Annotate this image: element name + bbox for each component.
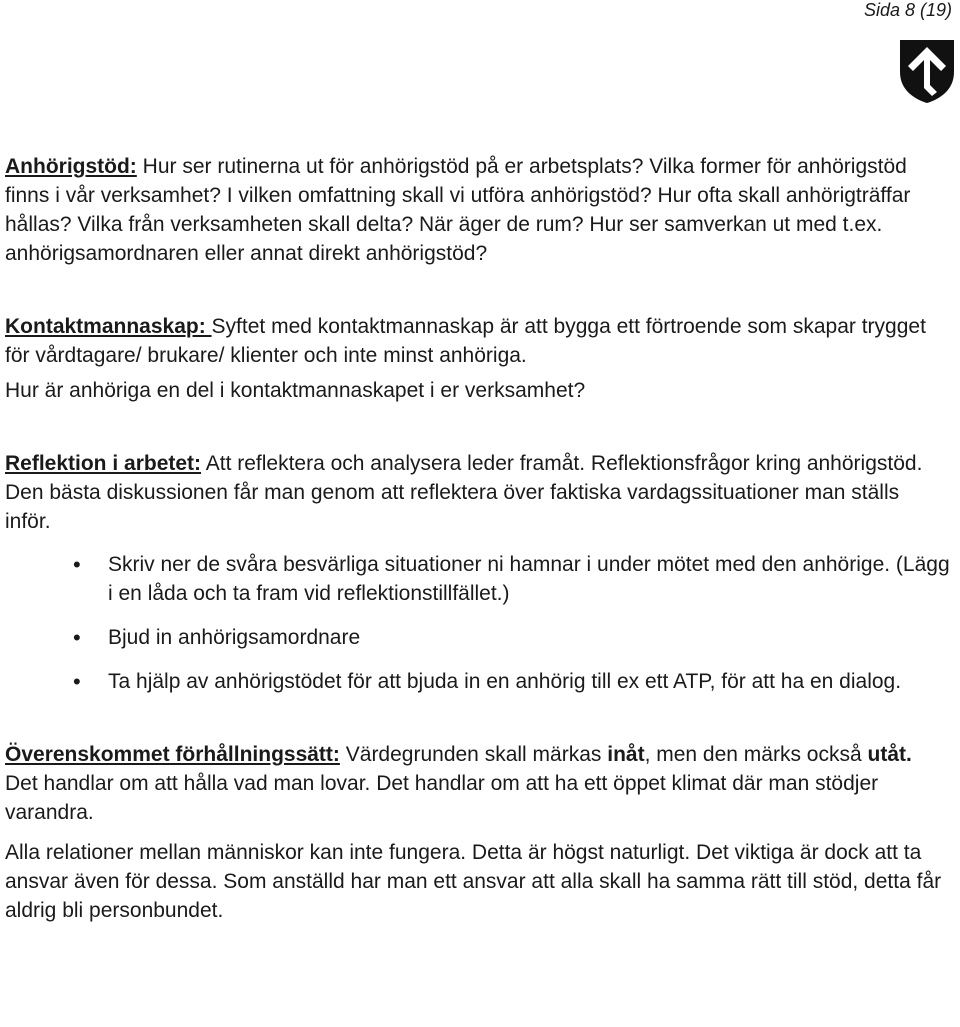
section-text: Syftet med kontaktmannaskap är att bygga ett förtroende som skapar trygget för vårdtagare/ brukare/ klienter och inte minst anhöriga.: [5, 315, 926, 367]
list-item: • Bjud in anhörigsamordnare: [5, 623, 950, 652]
section-kontaktmannaskap: [5, 312, 950, 370]
list-item: • Ta hjälp av anhörigstödet för att bjuda in en anhörig till ex ett ATP, för att ha en dialog.: [5, 667, 950, 696]
page-number: Sida 8 (19): [863, 0, 952, 20]
emphasis-text: inåt: [607, 743, 645, 766]
section-anhorigstod: [5, 152, 950, 268]
reflektion-bullet-list: [5, 550, 950, 696]
section-text: Det handlar om att hålla vad man lovar. Det handlar om att ha ett öppet klimat där man stödjer varandra.: [5, 772, 879, 824]
section-text: Värdegrunden skall märkas: [339, 743, 608, 766]
overenskommet-paragraph: Alla relationer mellan människor kan inte fungera. Detta är högst naturligt. Det viktiga är dock att ta ansvar även för dessa. Som anställd har man ett ansvar att alla skall ha samma rätt till stöd, detta får aldrig bli personbundet.: [5, 841, 942, 922]
section-heading: Anhörigstöd:: [5, 155, 137, 178]
section-text: Att reflektera och analysera leder framåt. Reflektionsfrågor kring anhörigstöd. Den bästa diskussionen får man genom att reflektera över faktiska vardagssituationer man ställs inför.: [5, 452, 923, 533]
section-reflektion: [5, 449, 950, 536]
section-heading: Kontaktmannaskap:: [5, 315, 212, 338]
section-text: Hur ser rutinerna ut för anhörigstöd på er arbetsplats? Vilka former för anhörigstöd finns i vår verksamhet? I vilken omfattning skall vi utföra anhörigstöd? Hur ofta skall anhörigträffar hållas? Vilka från verksamheten skall delta? När äger de rum? Hur ser samverkan ut med t.ex. anhörigsamordnaren eller annat direkt anhörigstöd?: [5, 155, 911, 265]
section-text: , men den märks också: [644, 743, 868, 766]
section-heading: Reflektion i arbetet:: [5, 452, 202, 475]
coat-of-arms-logo: [898, 38, 956, 104]
kontaktmannaskap-question: Hur är anhöriga en del i kontaktmannaskapet i er verksamhet?: [5, 379, 586, 402]
list-item: • Skriv ner de svåra besvärliga situationer ni hamnar i under mötet med den anhörige. (Lägg i en låda och ta fram vid reflektionstillfället.): [5, 550, 950, 608]
document-body: [5, 152, 950, 925]
section-overenskommet: [5, 740, 950, 827]
emphasis-text: utåt.: [867, 743, 912, 766]
section-heading: Överenskommet förhållningssätt:: [5, 743, 340, 766]
